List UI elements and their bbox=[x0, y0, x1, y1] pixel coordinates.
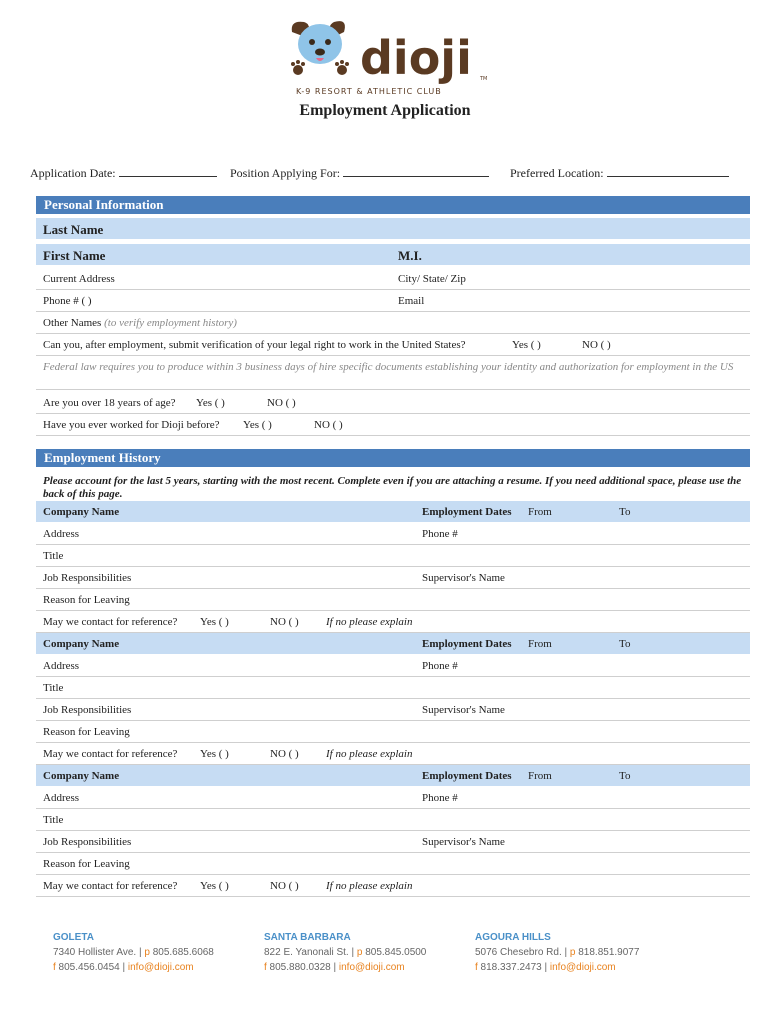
from-label: From bbox=[528, 770, 552, 782]
footer-location-santa-barbara bbox=[264, 930, 426, 975]
logo-wordmark: dioji bbox=[360, 31, 472, 85]
explain-note: If no please explain bbox=[326, 616, 413, 628]
logo-tm: TM bbox=[480, 76, 488, 82]
location-fax: 805.456.0454 | bbox=[55, 962, 128, 973]
phone-prefix: p bbox=[569, 947, 576, 958]
address-label: Address bbox=[43, 792, 80, 804]
application-date-field[interactable] bbox=[119, 166, 217, 177]
federal-law-row bbox=[36, 356, 750, 390]
first-name-label: First Name bbox=[43, 248, 106, 263]
contact-reference-row bbox=[36, 743, 750, 765]
address-row[interactable] bbox=[36, 268, 750, 290]
job-title-row[interactable] bbox=[36, 809, 750, 831]
employment-dates-label: Employment Dates bbox=[422, 770, 512, 782]
job-title-row[interactable] bbox=[36, 677, 750, 699]
page-title: Employment Application bbox=[299, 102, 471, 119]
explain-note: If no please explain bbox=[326, 880, 413, 892]
worked-yes-option[interactable]: Yes ( ) bbox=[243, 419, 272, 431]
reason-leaving-label: Reason for Leaving bbox=[43, 594, 130, 606]
location-address: 822 E. Yanonali St. | bbox=[264, 947, 357, 958]
phone-prefix: p bbox=[356, 947, 363, 958]
other-names-row[interactable] bbox=[36, 312, 750, 334]
employer-address-row[interactable] bbox=[36, 787, 750, 809]
mi-label: M.I. bbox=[398, 248, 422, 263]
location-email-link[interactable]: info@dioji.com bbox=[127, 962, 194, 973]
company-name-row[interactable] bbox=[36, 765, 750, 787]
location-phone: 805.685.6068 bbox=[149, 947, 214, 958]
reason-leaving-row[interactable] bbox=[36, 721, 750, 743]
dioji-logo bbox=[286, 18, 496, 106]
reason-leaving-row[interactable] bbox=[36, 589, 750, 611]
contact-question: May we contact for reference? bbox=[43, 748, 178, 760]
contact-no-option[interactable]: NO ( ) bbox=[270, 748, 299, 760]
contact-question: May we contact for reference? bbox=[43, 616, 178, 628]
age-yes-option[interactable]: Yes ( ) bbox=[196, 397, 225, 409]
last-name-label: Last Name bbox=[43, 222, 104, 237]
reason-leaving-label: Reason for Leaving bbox=[43, 858, 130, 870]
job-responsibilities-label: Job Responsibilities bbox=[43, 836, 132, 848]
from-label: From bbox=[528, 506, 552, 518]
title-label: Title bbox=[43, 814, 64, 826]
employment-dates-label: Employment Dates bbox=[422, 506, 512, 518]
location-phone: 805.845.0500 bbox=[362, 947, 427, 958]
job-responsibilities-row[interactable] bbox=[36, 831, 750, 853]
location-field[interactable] bbox=[607, 166, 729, 177]
location-phone: 818.851.9077 bbox=[575, 947, 640, 958]
address-label: Address bbox=[43, 660, 80, 672]
from-label: From bbox=[528, 638, 552, 650]
position-field[interactable] bbox=[343, 166, 489, 177]
employer-block-3 bbox=[36, 765, 750, 897]
company-name-label: Company Name bbox=[43, 506, 120, 518]
contact-question: May we contact for reference? bbox=[43, 880, 178, 892]
reason-leaving-row[interactable] bbox=[36, 853, 750, 875]
location-address: 7340 Hollister Ave. | bbox=[53, 947, 145, 958]
employer-block-1 bbox=[36, 501, 750, 633]
location-fax: 818.337.2473 | bbox=[477, 962, 550, 973]
supervisor-label: Supervisor's Name bbox=[422, 836, 505, 848]
position-label: Position Applying For: bbox=[230, 166, 341, 180]
phone-email-row[interactable] bbox=[36, 290, 750, 312]
reason-leaving-label: Reason for Leaving bbox=[43, 726, 130, 738]
worked-before-question: Have you ever worked for Dioji before? bbox=[43, 419, 220, 431]
explain-note: If no please explain bbox=[326, 748, 413, 760]
title-label: Title bbox=[43, 550, 64, 562]
employer-address-row[interactable] bbox=[36, 523, 750, 545]
job-title-row[interactable] bbox=[36, 545, 750, 567]
worked-no-option[interactable]: NO ( ) bbox=[314, 419, 343, 431]
fax-prefix: f bbox=[475, 962, 478, 973]
worked-before-row bbox=[36, 414, 750, 436]
location-city: AGOURA HILLS bbox=[475, 932, 551, 943]
first-name-row[interactable] bbox=[36, 244, 750, 266]
phone-label: Phone # bbox=[422, 792, 458, 804]
employer-block-2 bbox=[36, 633, 750, 765]
personal-info-header: Personal Information bbox=[36, 196, 750, 214]
to-label: To bbox=[619, 638, 631, 650]
email-label: Email bbox=[398, 295, 425, 307]
phone-label: Phone # bbox=[422, 528, 458, 540]
phone-label: Phone # bbox=[422, 660, 458, 672]
job-responsibilities-label: Job Responsibilities bbox=[43, 572, 132, 584]
contact-reference-row bbox=[36, 875, 750, 897]
age-question: Are you over 18 years of age? bbox=[43, 397, 176, 409]
current-address-label: Current Address bbox=[43, 273, 115, 285]
city-state-zip-label: City/ State/ Zip bbox=[398, 273, 466, 285]
supervisor-label: Supervisor's Name bbox=[422, 704, 505, 716]
contact-reference-row bbox=[36, 611, 750, 633]
company-name-label: Company Name bbox=[43, 770, 120, 782]
fax-prefix: f bbox=[53, 962, 56, 973]
company-name-label: Company Name bbox=[43, 638, 120, 650]
to-label: To bbox=[619, 770, 631, 782]
location-label: Preferred Location: bbox=[510, 166, 604, 180]
footer-location-agoura-hills bbox=[475, 930, 639, 975]
other-names-note: (to verify employment history) bbox=[104, 317, 237, 329]
location-city: GOLETA bbox=[53, 932, 94, 943]
phone-label: Phone # ( ) bbox=[43, 295, 92, 307]
dog-mascot-icon bbox=[291, 21, 349, 75]
legal-right-row bbox=[36, 334, 750, 356]
phone-prefix: p bbox=[144, 947, 150, 958]
age-no-option[interactable]: NO ( ) bbox=[267, 397, 296, 409]
location-address: 5076 Chesebro Rd. | bbox=[475, 947, 570, 958]
employment-dates-label: Employment Dates bbox=[422, 638, 512, 650]
location-fax: 805.880.0328 | bbox=[266, 962, 339, 973]
fax-prefix: f bbox=[264, 962, 267, 973]
location-city: SANTA BARBARA bbox=[264, 932, 351, 943]
contact-yes-option[interactable]: Yes ( ) bbox=[200, 616, 229, 628]
last-name-row[interactable] bbox=[36, 218, 750, 240]
age-row bbox=[36, 392, 750, 414]
location-email-link[interactable]: info@dioji.com bbox=[338, 962, 405, 973]
location-email-link[interactable]: info@dioji.com bbox=[549, 962, 616, 973]
company-name-row[interactable] bbox=[36, 633, 750, 655]
supervisor-label: Supervisor's Name bbox=[422, 572, 505, 584]
other-names-label: Other Names bbox=[43, 317, 102, 329]
title-label: Title bbox=[43, 682, 64, 694]
application-date-label: Application Date: bbox=[30, 166, 116, 180]
contact-no-option[interactable]: NO ( ) bbox=[270, 880, 299, 892]
legal-no-option[interactable]: NO ( ) bbox=[582, 339, 611, 351]
employment-note: Please account for the last 5 years, starting with the most recent. Complete even if you are attaching a resume. If you need additional space, please use the back of this page. bbox=[43, 475, 742, 500]
company-name-row[interactable] bbox=[36, 501, 750, 523]
job-responsibilities-row[interactable] bbox=[36, 567, 750, 589]
footer-location-goleta bbox=[53, 930, 214, 975]
federal-law-note: Federal law requires you to produce within 3 business days of hire specific documents establishing your identity and authorization for employment in the US bbox=[43, 361, 734, 373]
employer-address-row[interactable] bbox=[36, 655, 750, 677]
address-label: Address bbox=[43, 528, 80, 540]
legal-right-question: Can you, after employment, submit verification of your legal right to work in the United States? bbox=[43, 339, 466, 351]
job-responsibilities-row[interactable] bbox=[36, 699, 750, 721]
contact-yes-option[interactable]: Yes ( ) bbox=[200, 880, 229, 892]
logo-tagline: K-9 RESORT & ATHLETIC CLUB bbox=[296, 87, 442, 96]
employment-history-header: Employment History bbox=[36, 449, 750, 467]
legal-yes-option[interactable]: Yes ( ) bbox=[512, 339, 541, 351]
to-label: To bbox=[619, 506, 631, 518]
contact-no-option[interactable]: NO ( ) bbox=[270, 616, 299, 628]
contact-yes-option[interactable]: Yes ( ) bbox=[200, 748, 229, 760]
job-responsibilities-label: Job Responsibilities bbox=[43, 704, 132, 716]
